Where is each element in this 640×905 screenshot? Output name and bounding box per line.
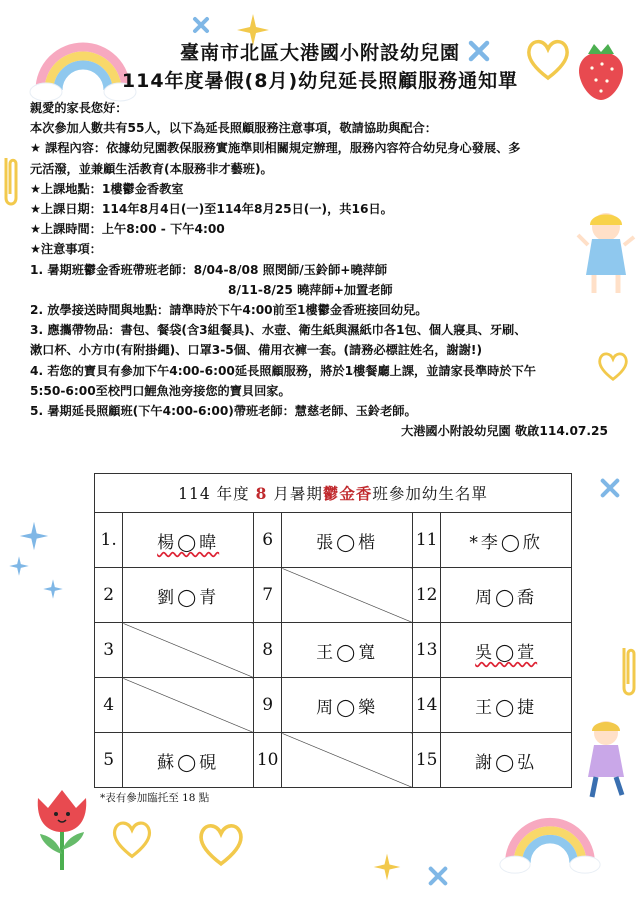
note-item: 漱口杯、小方巾(有附掛繩)、口罩3-5個、備用衣褲一套。(請務必標註姓名，謝謝!) (30, 343, 483, 358)
tulip-icon (26, 780, 98, 875)
star-icon (42, 578, 64, 600)
cross-star-icon (192, 16, 210, 34)
student-name (441, 623, 572, 678)
dates-line: ★上課日期：114年8月4日(一)至114年8月25日(一)，共16日。 (30, 202, 393, 217)
seat-number: 5 (95, 733, 123, 788)
empty-seat (123, 678, 254, 733)
note-item: 1. 暑期班鬱金香班帶班老師：8/04-8/08 照閔師/玉鈴師+曉萍師 (30, 262, 388, 277)
student-name-text: 楊◯暐 (157, 532, 220, 553)
heart-icon (110, 818, 154, 860)
table-row (95, 513, 572, 568)
student-name: *李◯欣 (441, 513, 572, 568)
rainbow-icon (498, 806, 602, 876)
student-name: 周◯喬 (441, 568, 572, 623)
empty-seat (123, 623, 254, 678)
signature: 大港國小附設幼兒園 敬啟114.07.25 (401, 424, 608, 439)
seat-number: 6 (253, 513, 281, 568)
page-title: 臺南市北區大港國小附設幼兒園 (179, 42, 460, 64)
seat-number: 9 (253, 678, 281, 733)
student-name: 張◯楷 (282, 513, 413, 568)
empty-seat (282, 568, 413, 623)
paperclip-icon (618, 640, 640, 700)
table-row (95, 733, 572, 788)
student-name: 周◯樂 (282, 678, 413, 733)
star-icon (8, 555, 30, 577)
roster-title-class: 鬱金香 (322, 484, 373, 503)
note-item: 5:50-6:00至校門口鯉魚池旁接您的寶貝回家。 (30, 383, 291, 398)
roster-header-row (95, 474, 572, 513)
star-icon (18, 520, 50, 552)
table-row (95, 623, 572, 678)
time-line: ★上課時間：上午8:00 - 下午4:00 (30, 222, 225, 237)
roster-title-mid: 月暑期 (267, 485, 323, 503)
notice-body (30, 98, 610, 441)
heart-icon (196, 820, 246, 868)
table-row (95, 678, 572, 733)
location-line: ★上課地點：1樓鬱金香教室 (30, 181, 184, 196)
paperclip-icon (0, 150, 22, 210)
cross-star-icon (428, 866, 448, 886)
seat-number: 4 (95, 678, 123, 733)
seat-number: 15 (412, 733, 440, 788)
roster-table (94, 473, 572, 788)
seat-number: 14 (412, 678, 440, 733)
student-name: 蘇◯硯 (123, 733, 254, 788)
roster-title-suffix: 班參加幼生名單 (372, 485, 488, 503)
greeting: 親愛的家長您好： (30, 101, 128, 115)
seat-number: 13 (412, 623, 440, 678)
table-row (95, 568, 572, 623)
star-icon (372, 852, 402, 882)
seat-number: 8 (253, 623, 281, 678)
roster-title (95, 474, 572, 513)
student-name: 王◯寬 (282, 623, 413, 678)
seat-number: 7 (253, 568, 281, 623)
cross-star-icon (600, 478, 620, 498)
intro-text: 本次參加人數共有55人，以下為延長照顧服務注意事項，敬請協助與配合： (30, 121, 437, 136)
content-line: 元活潑，並兼顧生活教育(本服務非才藝班)。 (30, 161, 273, 176)
note-item: 4. 若您的寶貝有參加下午4:00-6:00延長照顧服務，將於1樓餐廳上課，並請家長準時於下午 (30, 363, 536, 378)
note-item: 2. 放學接送時間與地點：請準時於下午4:00前至1樓鬱金香班接回幼兒。 (30, 303, 428, 318)
roster-title-prefix: 114 年度 (178, 485, 256, 503)
seat-number: 3 (95, 623, 123, 678)
note-item: 5. 暑期延長照顧班(下午4:00-6:00)帶班老師：慧慈老師、玉鈴老師。 (30, 404, 417, 419)
student-name: 王◯捷 (441, 678, 572, 733)
student-name-text: 吳◯萱 (475, 642, 538, 663)
seat-number: 2 (95, 568, 123, 623)
empty-seat (282, 733, 413, 788)
student-name (123, 513, 254, 568)
note-item: 8/11-8/25 曉萍師+加置老師 (228, 282, 393, 297)
seat-number: 10 (253, 733, 281, 788)
roster-title-month: 8 (255, 484, 268, 503)
note-item: 3. 應攜帶物品：書包、餐袋(含3組餐具)、水壺、衛生紙與濕紙巾各1包、個人寢具、牙刷、 (30, 323, 527, 338)
content-line: ★ 課程內容：依據幼兒園教保服務實施準則相關規定辦理，服務內容符合幼兒身心發展、多 (30, 141, 521, 156)
roster-footnote: *表有參加臨托至 18 點 (100, 792, 210, 804)
page-subtitle: 114年度暑假(8月)幼兒延長照顧服務通知單 (121, 70, 519, 92)
girl-illustration (576, 715, 636, 805)
seat-number: 11 (412, 513, 440, 568)
notes-title: ★注意事項： (30, 242, 102, 257)
seat-number: 12 (412, 568, 440, 623)
student-name: 謝◯弘 (441, 733, 572, 788)
student-name: 劉◯青 (123, 568, 254, 623)
seat-number: 1. (95, 513, 123, 568)
